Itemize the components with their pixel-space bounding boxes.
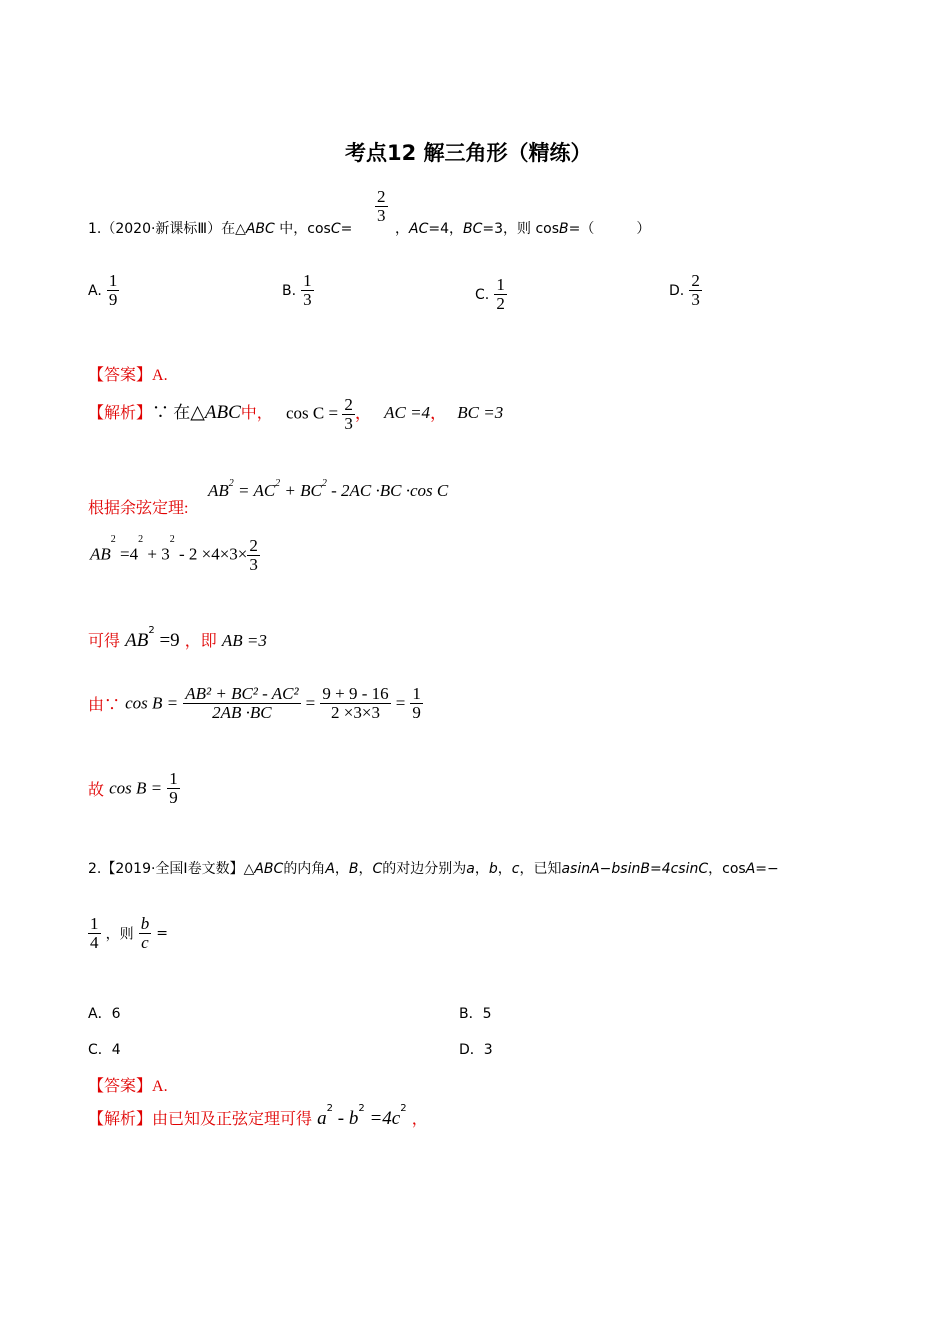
cos-c-given: cos C = $\frac{2}{3}$ ， AC =4， BC =3 bbox=[286, 395, 504, 433]
question-2-option-c: C．4 bbox=[88, 1042, 121, 1058]
question-1-stem: 1.（2020·新课标Ⅲ）在△ABC 中，cosC= bbox=[88, 221, 353, 237]
question-2-option-b: B．5 bbox=[459, 1006, 492, 1022]
question-1-option-d: D. $\frac{2}{3}$ bbox=[669, 271, 700, 309]
substitution-line: $AB^2 =4^2 + 3^2 - 2 \times 4\times 3\times$ $\frac{2}{3}$ bbox=[90, 534, 258, 574]
question-1-option-c: C. $\frac{1}{2}$ bbox=[475, 275, 505, 313]
question-1-stem-rest: ，AC=4，BC=3，则 cosB=（ ） bbox=[395, 221, 651, 237]
question-1-option-a: A. $\frac{1}{9}$ bbox=[88, 271, 118, 309]
result-line: 可得 $AB^2 =9$ ，即 AB =3 bbox=[88, 625, 267, 651]
question-2-option-d: D．3 bbox=[459, 1042, 493, 1058]
question-2-stem: 2.【2019·全国Ⅰ卷文数】△ABC的内角A，B，C的对边分别为a，b，c，已知asinA−bsinB=4csinC，cosA=− bbox=[88, 861, 779, 877]
question-1-answer: 【答案】A. bbox=[88, 367, 168, 384]
question-2-stem-cont: $\frac{1}{4}$ ，则 $\frac{b}{c}$ = bbox=[90, 914, 169, 952]
question-2-analysis: 【解析】由已知及正弦定理可得 $a^2 - b^2 =4c^2$ ， bbox=[88, 1103, 428, 1129]
question-1-analysis: 【解析】∵ 在△ABC中， bbox=[88, 402, 273, 423]
conclusion-line: 故 cos B = $\frac{1}{9}$ bbox=[88, 769, 178, 807]
question-2-answer: 【答案】A. bbox=[88, 1078, 168, 1095]
question-1-fraction: $\frac{2}{3}$ bbox=[377, 187, 386, 225]
page-title: 考点12 解三角形（精练） bbox=[345, 141, 592, 165]
question-1-option-b: B. $\frac{1}{3}$ bbox=[282, 271, 312, 309]
cos-b-computation: 由∵ cos B = $\frac{\text{AB² + BC² - AC²}}{2AB \cdot BC}$ = $\frac{9 + 9 - 16}{2 \times 3\times 3}$ = $\frac{1}{9}$ bbox=[88, 684, 421, 722]
question-2-option-a: A．6 bbox=[88, 1006, 121, 1022]
law-of-cosines-label: 根据余弦定理: bbox=[88, 500, 189, 517]
law-of-cosines-formula: $AB^2 = AC^2 + BC^2 - 2AC \cdot BC \cdot\cos$ C bbox=[208, 478, 449, 500]
